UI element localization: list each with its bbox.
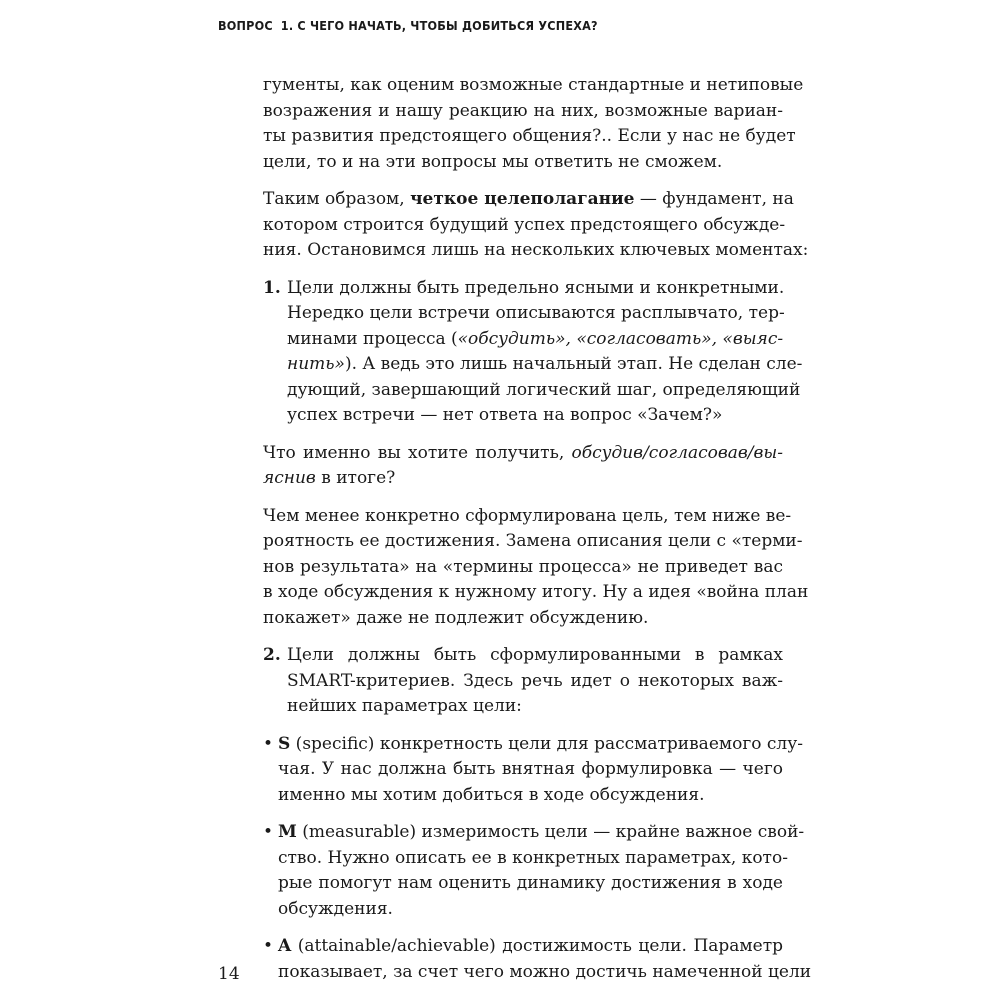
text-line bbox=[287, 352, 803, 378]
text-line: возражения и нашу реакцию на них, возможные вариан- bbox=[263, 100, 783, 121]
bullet-icon: • bbox=[263, 733, 274, 754]
text-line: чая. У нас должна быть внятная формулировка — чего bbox=[278, 759, 783, 779]
text-line: Нередко цели встречи описываются расплывчато, тер- bbox=[287, 303, 785, 323]
text-line: рые помогут нам оценить динамику достижения в ходе bbox=[278, 873, 783, 893]
page-number: 14 bbox=[218, 964, 240, 984]
bullet-item-s bbox=[263, 732, 803, 809]
text-line: обсуждения. bbox=[278, 898, 393, 919]
paragraph bbox=[263, 504, 809, 632]
text-line: нов результата» на «термины процесса» не приведет вас bbox=[263, 556, 783, 577]
numbered-item-1 bbox=[263, 276, 803, 429]
page-body bbox=[263, 73, 812, 985]
italic-run: «обсудить», «согласовать», «выяс- bbox=[457, 328, 784, 349]
text-line bbox=[278, 934, 783, 960]
text-line bbox=[263, 441, 783, 467]
paragraph bbox=[263, 187, 809, 264]
bullet-item-a bbox=[263, 934, 812, 985]
smart-key: S bbox=[278, 733, 291, 754]
bold-term: четкое целеполагание bbox=[410, 189, 635, 209]
text-line: Чем менее конкретно сформулирована цель, тем ниже ве- bbox=[263, 505, 792, 526]
text-line bbox=[263, 466, 783, 492]
paragraph bbox=[263, 73, 804, 175]
text-line: Цели должны быть сформулированными в рамках bbox=[287, 645, 783, 665]
paragraph bbox=[263, 441, 783, 492]
list-number: 2. bbox=[263, 645, 281, 665]
text-run: ). А ведь это лишь начальный этап. Не сделан сле- bbox=[344, 354, 803, 374]
text-run: минами процесса ( bbox=[287, 328, 458, 349]
text-line: роятность ее достижения. Замена описания цели с «терми- bbox=[263, 531, 803, 551]
italic-run: обсудив/согласовав/вы- bbox=[571, 442, 783, 463]
text-line: Цели должны быть предельно ясными и конкретными. bbox=[287, 277, 785, 298]
text-line: гументы, как оценим возможные стандартные и нетиповые bbox=[263, 75, 804, 95]
text-line bbox=[263, 187, 794, 213]
text-run: в итоге? bbox=[315, 468, 396, 488]
text-line bbox=[278, 732, 803, 758]
text-line: именно мы хотим добиться в ходе обсуждения. bbox=[278, 784, 705, 805]
numbered-item-2 bbox=[263, 643, 783, 720]
list-number: 1. bbox=[263, 277, 281, 298]
text-run: (attainable/achievable) достижимость цели. Параметр bbox=[291, 936, 783, 956]
text-line: котором строится будущий успех предстоящего обсужде- bbox=[263, 214, 786, 235]
text-run: Таким образом, bbox=[263, 189, 411, 209]
text-line: успех встречи — нет ответа на вопрос «Зачем?» bbox=[287, 405, 723, 425]
text-line: SMART-критериев. Здесь речь идет о некоторых важ- bbox=[287, 670, 783, 691]
text-run: — фундамент, на bbox=[634, 189, 794, 209]
text-line: цели, то и на эти вопросы мы ответить не сможем. bbox=[263, 151, 723, 172]
running-header bbox=[218, 18, 598, 33]
text-line: ты развития предстоящего общения?.. Если у нас не будет bbox=[263, 126, 796, 146]
text-line: дующий, завершающий логический шаг, определяющий bbox=[287, 379, 801, 400]
italic-run: нить» bbox=[287, 354, 345, 374]
smart-key: M bbox=[278, 822, 297, 842]
text-line: нейших параметрах цели: bbox=[287, 696, 522, 716]
smart-key: A bbox=[278, 936, 292, 956]
italic-run: яснив bbox=[263, 468, 316, 488]
header-title: 1. С ЧЕГО НАЧАТЬ, ЧТОБЫ ДОБИТЬСЯ УСПЕХА? bbox=[280, 18, 598, 33]
text-line: покажет» даже не подлежит обсуждению. bbox=[263, 607, 649, 628]
bullet-item-m bbox=[263, 820, 805, 922]
text-line bbox=[278, 820, 805, 846]
header-label: ВОПРОС bbox=[218, 18, 273, 33]
text-line: показывает, за счет чего можно достичь намеченной цели bbox=[278, 961, 812, 982]
text-run: (measurable) измеримость цели — крайне важное свой- bbox=[296, 822, 805, 842]
bullet-icon: • bbox=[263, 822, 274, 842]
text-run: Что именно вы хотите получить, bbox=[263, 442, 572, 463]
bullet-icon: • bbox=[263, 936, 274, 956]
text-line: ния. Остановимся лишь на нескольких ключевых моментах: bbox=[263, 240, 809, 260]
text-line: ство. Нужно описать ее в конкретных параметрах, кото- bbox=[278, 847, 788, 868]
text-run: (specific) конкретность цели для рассматриваемого слу- bbox=[290, 733, 803, 754]
text-line: в ходе обсуждения к нужному итогу. Ну а идея «война план bbox=[263, 582, 809, 602]
text-line bbox=[287, 327, 783, 353]
